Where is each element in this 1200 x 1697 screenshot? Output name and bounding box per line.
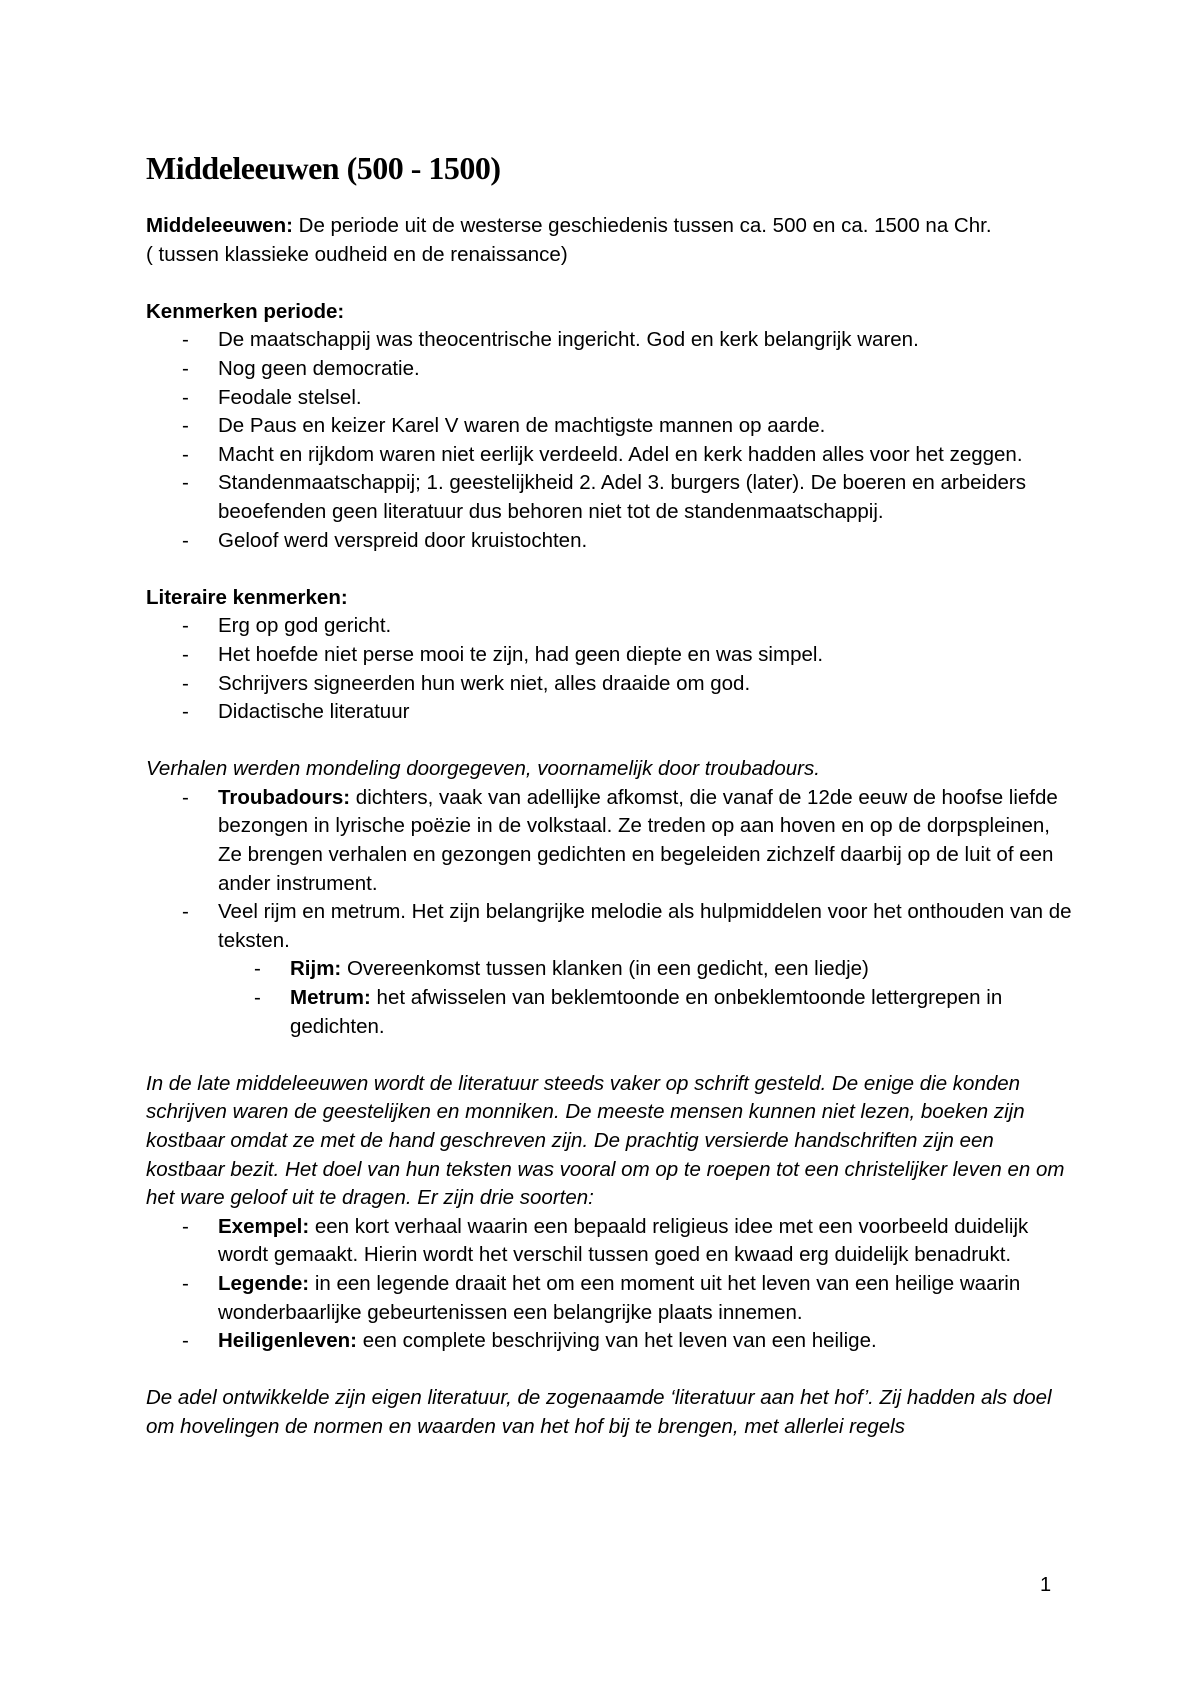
- schrift-list: [146, 1213, 1076, 1356]
- list-item: - Didactische literatuur: [218, 698, 1076, 727]
- intro-paragraph: [146, 212, 1076, 241]
- list-item: - De maatschappij was theocentrische ingericht. God en kerk belangrijk waren.: [218, 326, 1076, 355]
- exempel-text: een kort verhaal waarin een bepaald religieus idee met een voorbeeld duidelijk wordt gemaakt. Hierin wordt het verschil tussen goed en kwaad erg duidelijk benadrukt.: [218, 1214, 1029, 1267]
- troubadours-text: dichters, vaak van adellijke afkomst, die vanaf de 12de eeuw de hoofse liefde bezongen in lyrische poëzie in de volkstaal. Ze treden op aan hoven en op de dorpspleinen, Ze brengen verhalen en gezongen gedichten en begeleiden zichzelf daarbij op de luit of een ander instrument.: [218, 785, 1058, 895]
- kenmerken-list: [146, 326, 1076, 555]
- hof-paragraph: De adel ontwikkelde zijn eigen literatuur, de zogenaamde ‘literatuur aan het hof’. Zij hadden als doel om hovelingen de normen en waarden van het hof bij te brengen, met allerlei regels: [146, 1386, 1052, 1438]
- list-item: - Schrijvers signeerden hun werk niet, alles draaide om god.: [218, 670, 1076, 699]
- rijm-term: Rijm:: [290, 957, 342, 981]
- list-item-troubadours: [218, 784, 1076, 898]
- heiligenleven-term: Heiligenleven:: [218, 1329, 357, 1353]
- spacer: [146, 1041, 1076, 1070]
- legende-term: Legende:: [218, 1271, 310, 1295]
- list-item: - Erg op god gericht.: [218, 612, 1076, 641]
- rijm-text: Overeenkomst tussen klanken (in een gedicht, een liedje): [341, 957, 869, 981]
- schrift-intro: In de late middeleeuwen wordt de literatuur steeds vaker op schrift gesteld. De enige die konden schrijven waren de geestelijken en monniken. De meeste mensen kunnen niet lezen, boeken zijn kostbaar omdat ze met de hand geschreven zijn. De prachtig versierde handschriften zijn een kostbaar bezit. Het doel van hun teksten was vooral om op te roepen tot een christelijker leven en om het ware geloof uit te dragen. Er zijn drie soorten:: [146, 1071, 1065, 1210]
- spacer: [146, 727, 1076, 756]
- document-body: [146, 212, 1076, 1442]
- page-title: Middeleeuwen (500 - 1500): [146, 150, 501, 186]
- rijm-metrum-text: Veel rijm en metrum. Het zijn belangrijke melodie als hulpmiddelen voor het onthouden van de teksten.: [218, 900, 1072, 952]
- troubadours-term: Troubadours:: [218, 785, 351, 809]
- metrum-term: Metrum:: [290, 986, 371, 1010]
- list-item: - Feodale stelsel.: [218, 384, 1076, 413]
- list-item: - Standenmaatschappij; 1. geestelijkheid 2. Adel 3. burgers (later). De boeren en arbeiders beoefenden geen literatuur dus behoren niet tot de standenmaatschappij.: [218, 469, 1076, 526]
- rijm-metrum-sublist: [218, 955, 1076, 1041]
- intro-definition: De periode uit de westerse geschiedenis tussen ca. 500 en ca. 1500 na Chr.: [292, 214, 992, 237]
- intro-term: Middeleeuwen:: [146, 214, 293, 237]
- literair-list: [146, 612, 1076, 726]
- list-item: - Nog geen democratie.: [218, 355, 1076, 384]
- spacer: [146, 1356, 1076, 1385]
- literair-heading: Literaire kenmerken:: [146, 585, 348, 609]
- heiligenleven-text: een complete beschrijving van het leven van een heilige.: [357, 1329, 877, 1353]
- list-item-exempel: [218, 1213, 1076, 1270]
- mondeling-intro: Verhalen werden mondeling doorgegeven, voornamelijk door troubadours.: [146, 757, 820, 781]
- list-item: - Het hoefde niet perse mooi te zijn, had geen diepte en was simpel.: [218, 641, 1076, 670]
- list-item: - De Paus en keizer Karel V waren de machtigste mannen op aarde.: [218, 412, 1076, 441]
- intro-note: ( tussen klassieke oudheid en de renaissance): [146, 242, 568, 266]
- list-item-legende: [218, 1270, 1076, 1327]
- list-item-heiligenleven: [218, 1327, 1076, 1356]
- list-item-rijm: [290, 955, 1076, 984]
- list-item: - Macht en rijkdom waren niet eerlijk verdeeld. Adel en kerk hadden alles voor het zeggen.: [218, 441, 1076, 470]
- list-item-metrum: [290, 984, 1076, 1041]
- mondeling-list: [146, 784, 1076, 1041]
- legende-text: in een legende draait het om een moment uit het leven van een heilige waarin wonderbaarlijke gebeurtenissen een belangrijke plaats innemen.: [218, 1271, 1021, 1324]
- list-item-rijm-metrum: [218, 898, 1076, 1041]
- kenmerken-heading: Kenmerken periode:: [146, 299, 345, 323]
- page-number: 1: [1040, 1574, 1052, 1596]
- exempel-term: Exempel:: [218, 1214, 310, 1238]
- spacer: [146, 269, 1076, 298]
- spacer: [146, 555, 1076, 584]
- list-item: - Geloof werd verspreid door kruistochten.: [218, 527, 1076, 556]
- metrum-text: het afwisselen van beklemtoonde en onbeklemtoonde lettergrepen in gedichten.: [290, 986, 1003, 1038]
